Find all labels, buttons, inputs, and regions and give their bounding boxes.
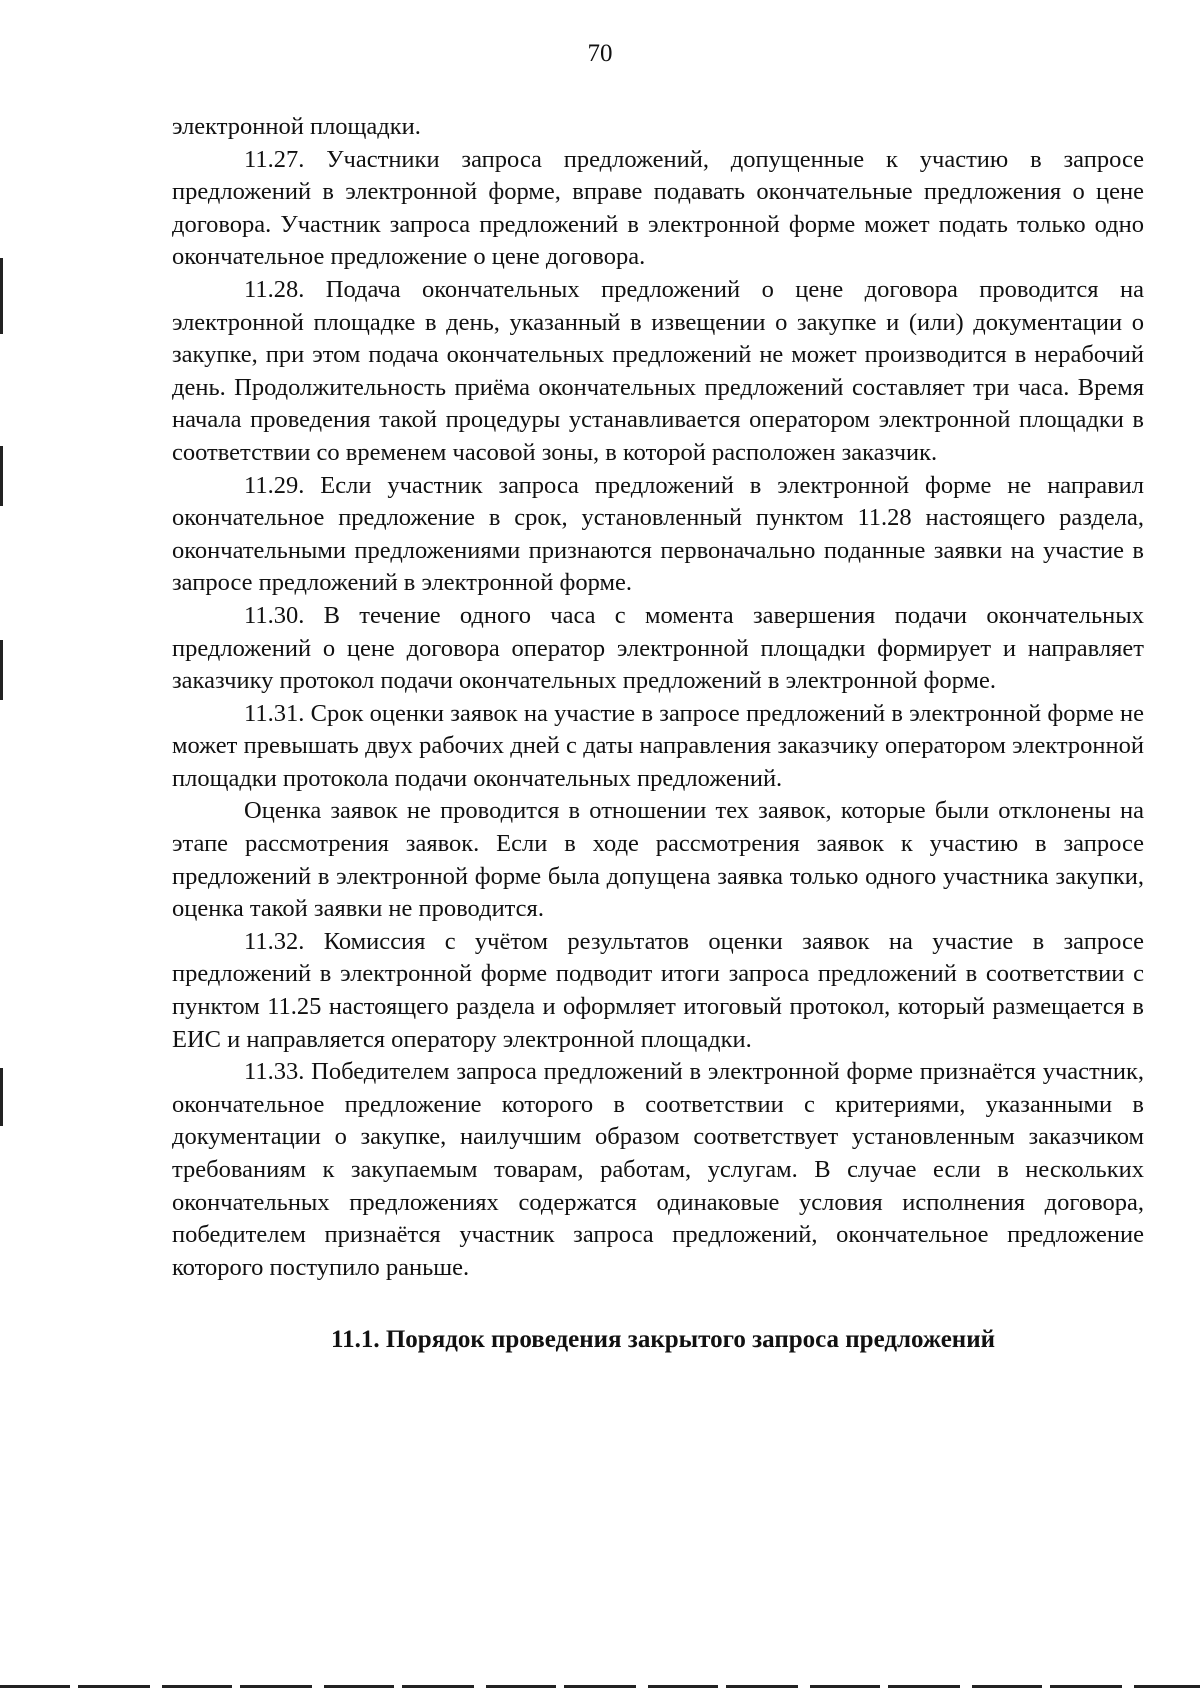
page-number: 70 <box>587 40 613 67</box>
scan-edge-mark <box>0 446 3 506</box>
paragraph-assessment-note: Оценка заявок не проводится в отношении тех заявок, которые были отклонены на этапе рассмотрения заявок. Если в ходе рассмотрения заявок к участию в запросе предложений в электронной форме была допущена заявка только одного участника закупки, оценка такой заявки не проводится. <box>172 797 1144 923</box>
scan-edge-mark <box>0 258 3 334</box>
paragraph-11-30: 11.30. В течение одного часа с момента завершения подачи окончательных предложений о цене договора оператор электронной площадки формирует и направляет заказчику протокол подачи окончательных предложений в электронной форме. <box>172 601 1144 695</box>
section-heading: 11.1. Порядок проведения закрытого запроса предложений <box>330 1326 996 1354</box>
scan-edge-mark <box>0 1068 3 1126</box>
paragraph-11-32: 11.32. Комиссия с учётом результатов оценки заявок на участие в запросе предложений в электронной форме подводит итоги запроса предложений в соответствии с пунктом 11.25 настоящего раздела и оформляет итоговый протокол, который размещается в ЕИС и направляется оператору электронной площадки. <box>172 927 1144 1053</box>
scan-edge-mark <box>0 640 3 700</box>
scan-bottom-rule <box>0 1685 1200 1688</box>
paragraph-11-29: 11.29. Если участник запроса предложений в электронной форме не направил окончательное предложение в срок, установленный пунктом 11.28 настоящего раздела, окончательными предложениями признаются первоначально поданные заявки на участие в запросе предложений в электронной форме. <box>172 471 1144 597</box>
document-body <box>172 111 1144 1356</box>
paragraph-11-33: 11.33. Победителем запроса предложений в электронной форме признаётся участник, окончательное предложение которого в соответствии с критериями, указанными в документации о закупке, наилучшим образом соответствует установленным заказчиком требованиям к закупаемым товарам, работам, услугам. В случае если в нескольких окончательных предложениях содержатся одинаковые условия исполнения договора, победителем признаётся участник запроса предложений, окончательное предложение которого поступило раньше. <box>172 1058 1144 1281</box>
paragraph-11-28: 11.28. Подача окончательных предложений о цене договора проводится на электронной площадке в день, указанный в извещении о закупке и (или) документации о закупке, при этом подача окончательных предложений не может производится в нерабочий день. Продолжительность приёма окончательных предложений составляет три часа. Время начала проведения такой процедуры устанавливается оператором электронной площадки в соответствии со временем часовой зоны, в которой расположен заказчик. <box>172 275 1144 466</box>
paragraph-11-27: 11.27. Участники запроса предложений, допущенные к участию в запросе предложений в электронной форме, вправе подавать окончательные предложения о цене договора. Участник запроса предложений в электронной форме может подать только одно окончательное предложение о цене договора. <box>172 145 1144 271</box>
paragraph-11-31: 11.31. Срок оценки заявок на участие в запросе предложений в электронной форме не может превышать двух рабочих дней с даты направления заказчику оператором электронной площадки протокола подачи окончательных предложений. <box>172 699 1144 792</box>
paragraph-continuation: электронной площадки. <box>172 113 421 140</box>
